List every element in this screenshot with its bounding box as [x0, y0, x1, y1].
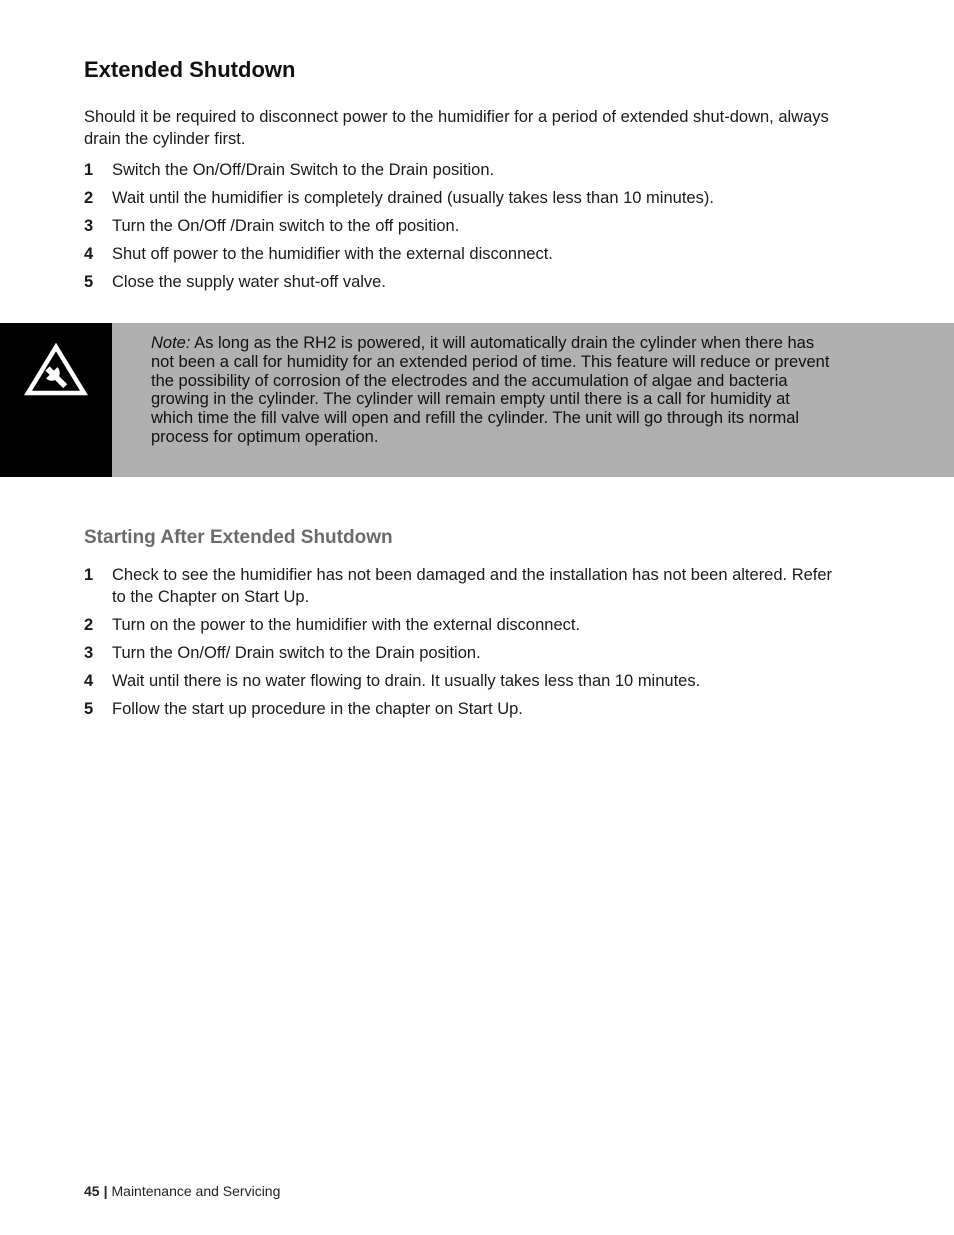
list-item [84, 614, 844, 636]
step-number: 2 [84, 616, 94, 634]
step-text: Follow the start up procedure in the chapter on Start Up. [112, 700, 523, 718]
list-item [84, 187, 844, 215]
step-text: Shut off power to the humidifier with the external disconnect. [112, 245, 553, 263]
list-item [84, 243, 844, 271]
wrench-warning-icon [24, 343, 88, 399]
list-item [84, 642, 844, 664]
step-number: 4 [84, 672, 94, 690]
footer-separator: | [103, 1183, 108, 1199]
list-item [84, 698, 844, 720]
section-title-extended-shutdown: Extended Shutdown [84, 57, 296, 82]
list-item [84, 670, 844, 692]
note-text [151, 334, 831, 447]
note-body: As long as the RH2 is powered, it will automatically drain the cylinder when there has not been a call for humidity for an extended period of time. This feature will reduce or prevent the possibility of corrosion of the electrodes and the accumulation of algae and bacteria growing in the cylinder. The cylinder will remain empty until there is a call for humidity at which time the fill valve will open and refill the cylinder. The unit will go through its normal process for optimum operation. [151, 334, 830, 446]
step-number: 3 [84, 644, 94, 662]
step-number: 3 [84, 217, 94, 235]
step-number: 5 [84, 273, 94, 291]
step-number: 1 [84, 161, 94, 179]
startup-steps-list [84, 564, 844, 726]
step-number: 5 [84, 700, 94, 718]
chapter-name: Maintenance and Servicing [111, 1183, 281, 1199]
step-number: 4 [84, 245, 94, 263]
note-icon-panel [0, 323, 112, 477]
step-text: Wait until the humidifier is completely drained (usually takes less than 10 minutes). [112, 189, 714, 207]
list-item [84, 215, 844, 243]
page-footer [84, 1183, 280, 1199]
list-item [84, 159, 844, 187]
step-text: Close the supply water shut-off valve. [112, 273, 386, 291]
list-item [84, 564, 844, 608]
step-number: 2 [84, 189, 94, 207]
step-text: Check to see the humidifier has not been damaged and the installation has not been altered. Refer to the Chapter on Start Up. [112, 566, 833, 606]
step-text: Turn the On/Off/ Drain switch to the Drain position. [112, 644, 481, 662]
step-text: Turn the On/Off /Drain switch to the off position. [112, 217, 460, 235]
intro-paragraph: Should it be required to disconnect power to the humidifier for a period of extended shut-down, always drain the cylinder first. [84, 108, 829, 148]
shutdown-steps-list [84, 159, 844, 299]
step-text: Wait until there is no water flowing to drain. It usually takes less than 10 minutes. [112, 672, 701, 690]
section-title-starting-after-shutdown: Starting After Extended Shutdown [84, 527, 393, 548]
note-label: Note: [151, 334, 191, 352]
step-text: Switch the On/Off/Drain Switch to the Drain position. [112, 161, 495, 179]
page-number: 45 [84, 1183, 100, 1199]
list-item [84, 271, 844, 299]
step-number: 1 [84, 566, 94, 584]
note-callout [0, 323, 954, 477]
step-text: Turn on the power to the humidifier with the external disconnect. [112, 616, 581, 634]
